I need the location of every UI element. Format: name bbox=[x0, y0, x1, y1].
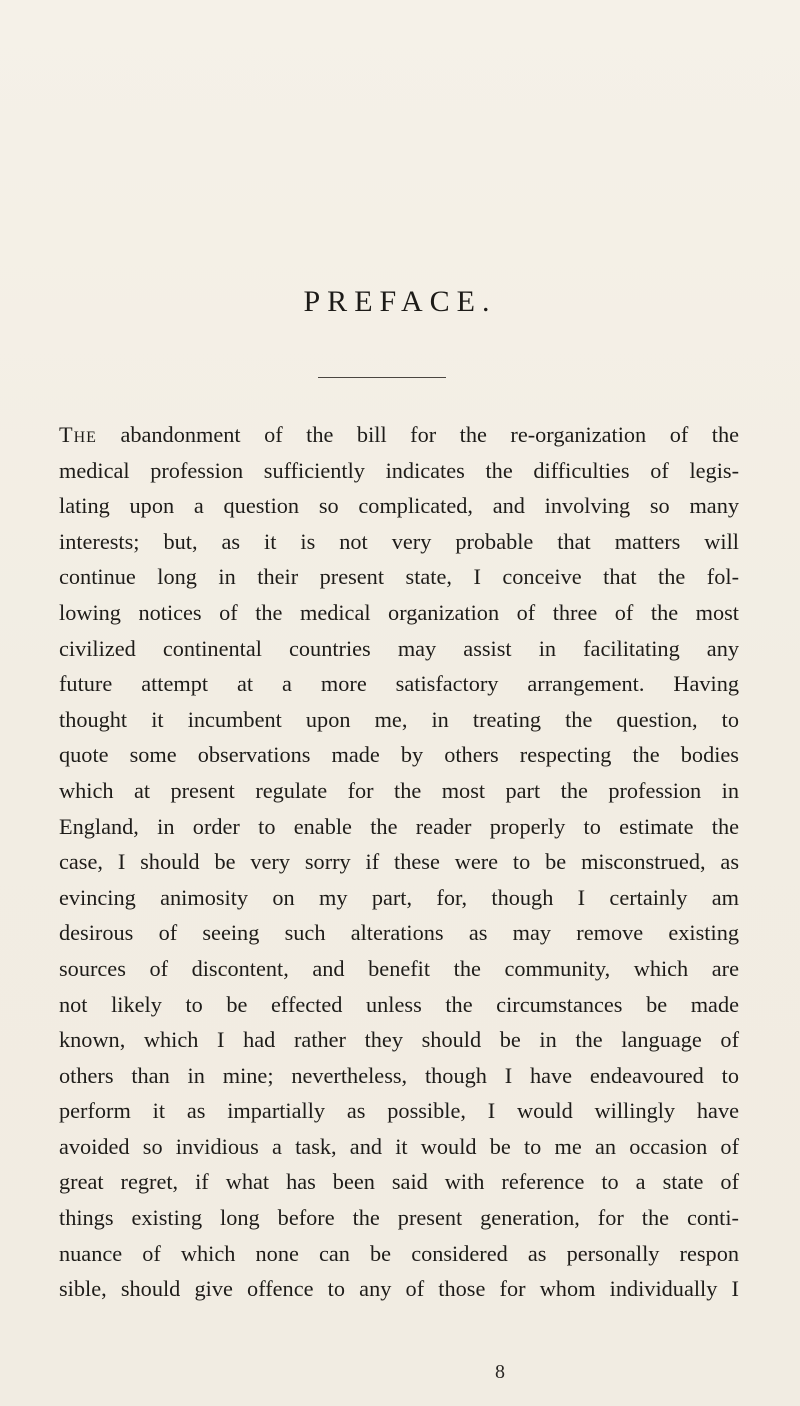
page-number: 8 bbox=[495, 1361, 505, 1383]
text-line: things existing long before the present generation, for the conti- bbox=[59, 1205, 739, 1231]
title-divider bbox=[318, 377, 446, 378]
page-title: PREFACE. bbox=[303, 285, 497, 318]
preface-body bbox=[59, 417, 739, 1307]
text-line: quote some observations made by others respecting the bodies bbox=[59, 742, 739, 768]
text-line: thought it incumbent upon me, in treating the question, to bbox=[59, 706, 739, 732]
opening-word: The bbox=[59, 422, 97, 447]
text-line: England, in order to enable the reader properly to estimate the bbox=[59, 813, 739, 839]
text-line: sible, should give offence to any of those for whom individually I bbox=[59, 1276, 739, 1302]
text-line: great regret, if what has been said with reference to a state of bbox=[59, 1169, 739, 1195]
text-line: others than in mine; nevertheless, though I have endeavoured to bbox=[59, 1062, 739, 1088]
text-line: known, which I had rather they should be in the language of bbox=[59, 1027, 739, 1053]
text-line: avoided so invidious a task, and it would be to me an occasion of bbox=[59, 1133, 739, 1159]
text-line: case, I should be very sorry if these were to be misconstrued, as bbox=[59, 849, 739, 875]
page-number-wrap bbox=[0, 1361, 800, 1384]
text-line: desirous of seeing such alterations as may remove existing bbox=[59, 920, 739, 946]
text-line: civilized continental countries may assist in facilitating any bbox=[59, 635, 739, 661]
text-line: interests; but, as it is not very probable that matters will bbox=[59, 528, 739, 554]
text-line: lowing notices of the medical organization of three of the most bbox=[59, 599, 739, 625]
text-line: nuance of which none can be considered as personally respon bbox=[59, 1240, 739, 1266]
text-line: which at present regulate for the most part the profession in bbox=[59, 777, 739, 803]
text-line bbox=[59, 417, 739, 453]
text-line: sources of discontent, and benefit the community, which are bbox=[59, 955, 739, 981]
text-line: not likely to be effected unless the circumstances be made bbox=[59, 991, 739, 1017]
first-line-text: abandonment of the bill for the re-organization of the bbox=[120, 422, 740, 447]
text-line: continue long in their present state, I conceive that the fol- bbox=[59, 564, 739, 590]
text-line: perform it as impartially as possible, I would willingly have bbox=[59, 1098, 739, 1124]
text-line: evincing animosity on my part, for, though I certainly am bbox=[59, 884, 739, 910]
text-line: future attempt at a more satisfactory arrangement. Having bbox=[59, 671, 739, 697]
text-line: medical profession sufficiently indicates the difficulties of legis- bbox=[59, 457, 739, 483]
text-line: lating upon a question so complicated, and involving so many bbox=[59, 493, 739, 519]
